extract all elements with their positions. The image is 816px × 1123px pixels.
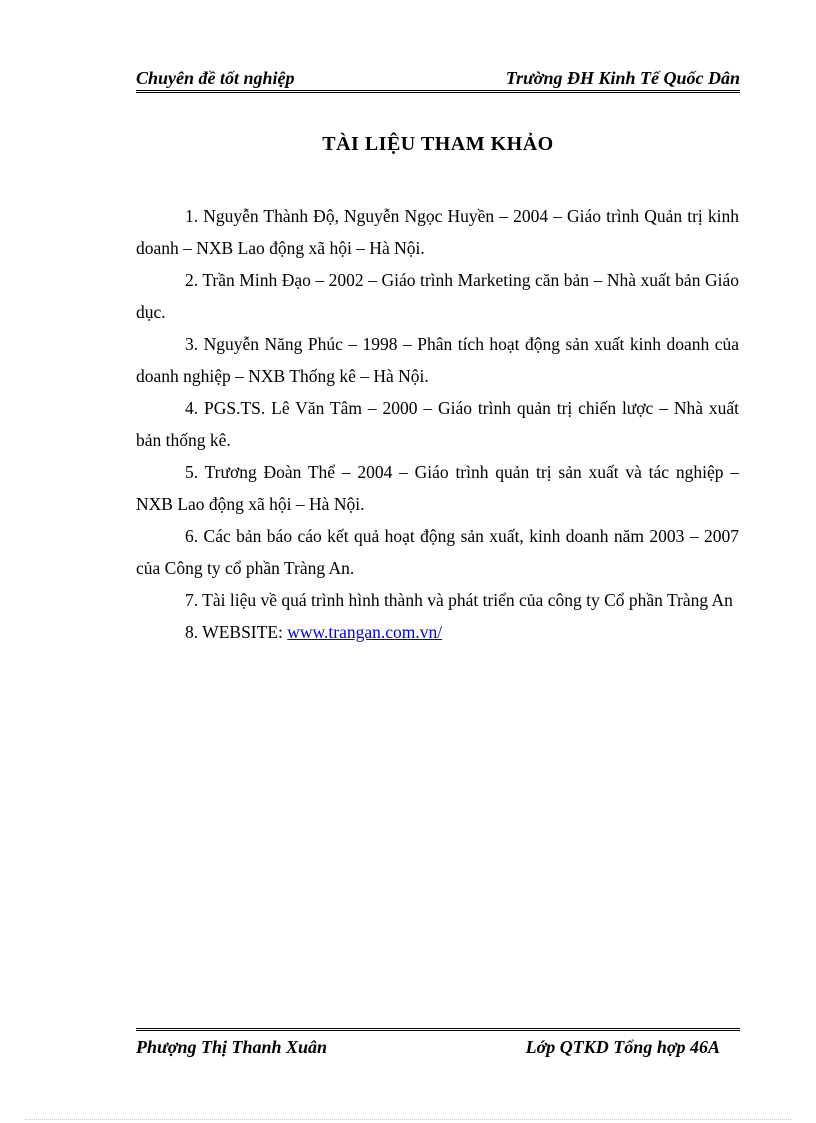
page-bottom-edge — [25, 1119, 791, 1120]
reference-item-7: 7. Tài liệu về quá trình hình thành và phát triển của công ty Cổ phần Tràng An — [185, 590, 733, 610]
reference-item-5: 5. Trương Đoàn Thể – 2004 – Giáo trình quản trị sản xuất và tác nghiệp – NXB Lao động xã hội – Hà Nội. — [136, 462, 739, 514]
website-label: 8. WEBSITE: — [185, 622, 288, 642]
reference-item-3: 3. Nguyễn Năng Phúc – 1998 – Phân tích hoạt động sản xuất kinh doanh của doanh nghiệp – NXB Thống kê – Hà Nội. — [136, 334, 739, 386]
footer-class: Lớp QTKD Tổng hợp 46A — [525, 1037, 720, 1057]
page-footer — [136, 1028, 740, 1063]
footer-author: Phượng Thị Thanh Xuân — [136, 1037, 328, 1057]
reference-list — [136, 200, 739, 648]
website-link[interactable]: www.trangan.com.vn/ — [287, 622, 443, 642]
reference-item-6: 6. Các bản báo cáo kết quả hoạt động sản xuất, kinh doanh năm 2003 – 2007 của Công ty cổ phần Tràng An. — [136, 526, 739, 578]
header-document-type: Chuyên đề tốt nghiệp — [136, 68, 295, 88]
reference-item-1: 1. Nguyễn Thành Độ, Nguyễn Ngọc Huyền – 2004 – Giáo trình Quản trị kinh doanh – NXB Lao động xã hội – Hà Nội. — [136, 206, 739, 258]
page-title: TÀI LIỆU THAM KHẢO — [322, 133, 554, 155]
reference-item-2: 2. Trần Minh Đạo – 2002 – Giáo trình Marketing căn bản – Nhà xuất bản Giáo dục. — [136, 270, 739, 322]
reference-item-4: 4. PGS.TS. Lê Văn Tâm – 2000 – Giáo trình quản trị chiến lược – Nhà xuất bản thống kê. — [136, 398, 739, 450]
header-university: Trường ĐH Kinh Tế Quốc Dân — [505, 68, 740, 88]
reference-item-8 — [136, 616, 739, 648]
page-header — [136, 66, 740, 93]
